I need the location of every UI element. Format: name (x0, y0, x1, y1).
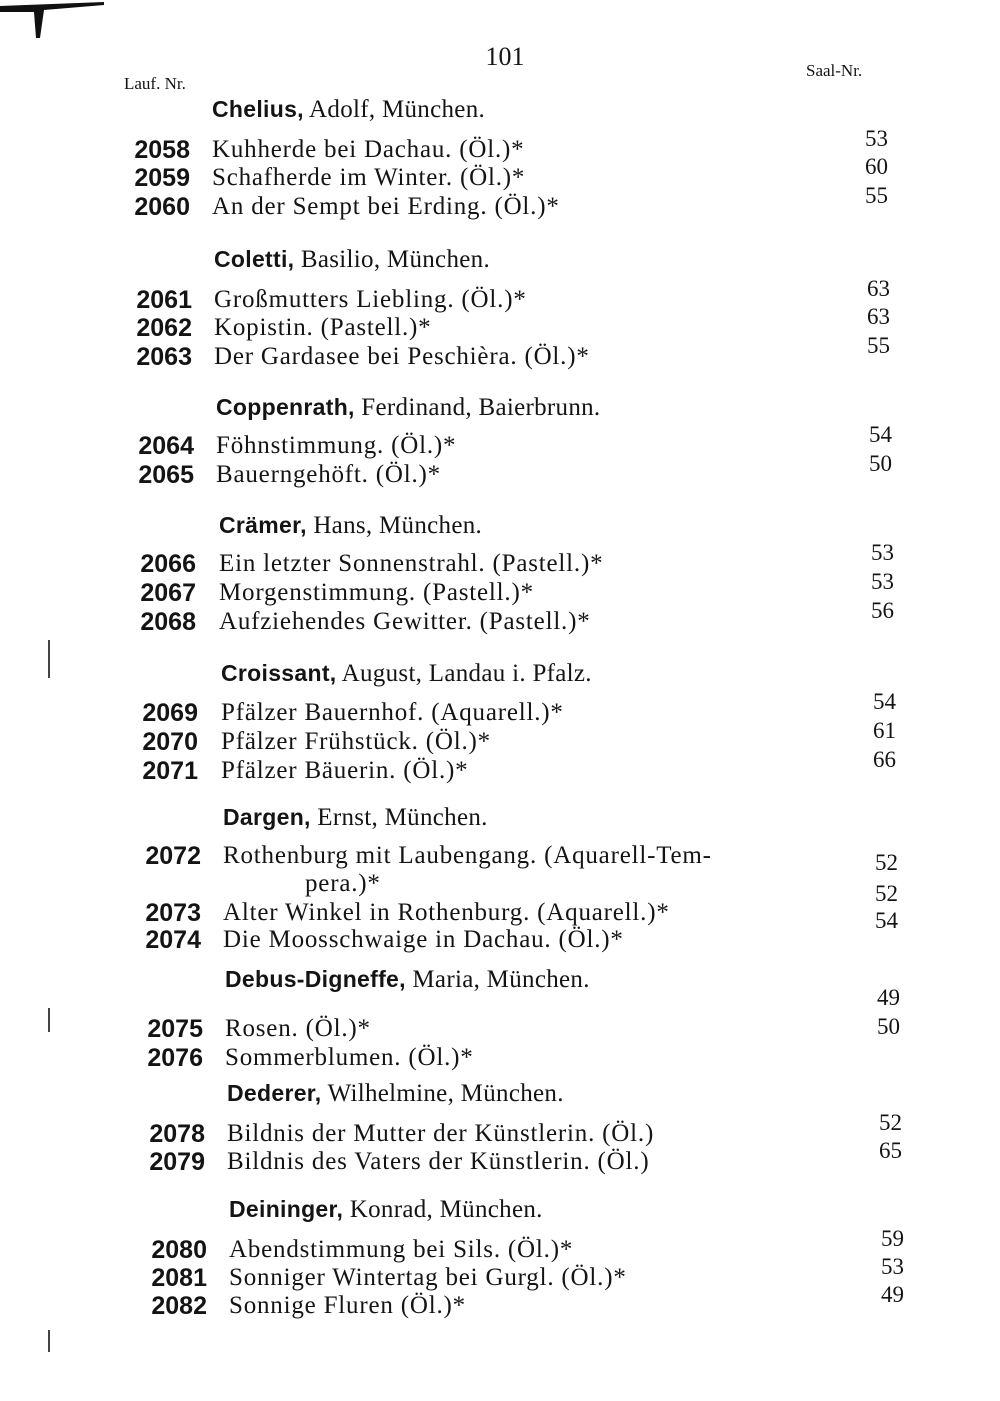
catalog-number: 2069 (142, 699, 198, 727)
catalog-number: 2058 (134, 136, 190, 164)
artist-last-name: Chelius, (212, 96, 304, 122)
page-number: 101 (485, 42, 525, 71)
catalog-number: 2078 (149, 1120, 205, 1148)
artist-last-name: Deininger, (229, 1196, 344, 1222)
artwork-title: Morgenstimmung. (Pastell.)* (219, 579, 534, 606)
artist-heading (219, 512, 482, 540)
room-number: 63 (867, 276, 890, 301)
margin-rule (48, 640, 50, 678)
artist-first-name-city: Ferdinand, Baierbrunn. (354, 394, 601, 421)
artwork-title: Bauerngehöft. (Öl.)* (216, 461, 441, 488)
column-header-lauf-nr: Lauf. Nr. (124, 74, 186, 93)
artist-heading (212, 96, 485, 124)
room-number: 54 (875, 908, 898, 933)
artwork-title: Bildnis des Vaters der Künstlerin. (Öl.) (227, 1148, 650, 1175)
corner-mark-graphic (0, 0, 110, 40)
artwork-title: An der Sempt bei Erding. (Öl.)* (212, 193, 560, 220)
artist-first-name-city: Basilio, München. (294, 246, 491, 273)
catalog-number: 2068 (140, 608, 196, 636)
artwork-title: Großmutters Liebling. (Öl.)* (214, 286, 527, 313)
artwork-title: Sonnige Fluren (Öl.)* (229, 1292, 466, 1319)
catalog-number: 2074 (145, 926, 201, 954)
room-number: 50 (877, 1014, 900, 1039)
catalog-number: 2067 (140, 579, 196, 607)
room-number: 52 (875, 850, 898, 875)
artist-last-name: Crämer, (219, 512, 307, 538)
margin-rule (48, 1330, 50, 1352)
room-number: 50 (869, 451, 892, 476)
catalog-number: 2076 (147, 1044, 203, 1072)
catalog-number: 2060 (134, 193, 190, 221)
catalog-number: 2063 (136, 343, 192, 371)
catalog-number: 2082 (151, 1292, 207, 1320)
artwork-title: Kopistin. (Pastell.)* (214, 314, 432, 341)
room-number: 53 (871, 540, 894, 565)
room-number: 53 (865, 126, 888, 151)
artist-first-name-city: August, Landau i. Pfalz. (336, 660, 592, 687)
catalog-number: 2079 (149, 1148, 205, 1176)
artwork-title: Rosen. (Öl.)* (225, 1015, 371, 1042)
room-number: 53 (881, 1254, 904, 1279)
artwork-title: Alter Winkel in Rothenburg. (Aquarell.)* (223, 899, 670, 926)
room-number: 54 (873, 689, 896, 714)
artist-last-name: Croissant, (221, 660, 337, 686)
room-number: 54 (869, 422, 892, 447)
catalog-number: 2059 (134, 164, 190, 192)
room-number: 49 (881, 1282, 904, 1307)
room-number: 49 (877, 985, 900, 1010)
artist-first-name-city: Ernst, München. (310, 804, 488, 831)
artwork-title: Schafherde im Winter. (Öl.)* (212, 164, 526, 191)
artist-heading (225, 966, 590, 994)
artist-first-name-city: Adolf, München. (303, 96, 486, 123)
artist-first-name-city: Konrad, München. (343, 1196, 543, 1223)
artist-heading (223, 804, 488, 832)
catalog-number: 2064 (138, 432, 194, 460)
artist-first-name-city: Hans, München. (306, 512, 483, 539)
catalog-number: 2072 (145, 842, 201, 870)
artwork-title: Pfälzer Bauernhof. (Aquarell.)* (221, 699, 564, 726)
room-number: 65 (879, 1138, 902, 1163)
artwork-title: Sonniger Wintertag bei Gurgl. (Öl.)* (229, 1264, 627, 1291)
catalog-number: 2081 (151, 1264, 207, 1292)
artist-heading (227, 1080, 564, 1108)
artwork-title: Rothenburg mit Laubengang. (Aquarell-Tem- (223, 842, 712, 869)
margin-rule (48, 1008, 50, 1032)
artist-heading (216, 394, 600, 422)
artwork-title: Föhnstimmung. (Öl.)* (216, 432, 457, 459)
catalog-number: 2080 (151, 1236, 207, 1264)
artwork-title: pera.)* (305, 870, 381, 897)
artist-last-name: Debus-Digneffe, (225, 966, 406, 992)
artist-heading (221, 660, 592, 688)
room-number: 55 (865, 183, 888, 208)
catalog-number: 2062 (136, 314, 192, 342)
artwork-title: Bildnis der Mutter der Künstlerin. (Öl.) (227, 1120, 655, 1147)
catalog-number: 2070 (142, 728, 198, 756)
catalog-number: 2073 (145, 899, 201, 927)
artwork-title: Der Gardasee bei Peschièra. (Öl.)* (214, 343, 590, 370)
room-number: 52 (879, 1110, 902, 1135)
room-number: 61 (873, 718, 896, 743)
artist-last-name: Coletti, (214, 246, 295, 272)
artwork-title: Pfälzer Bäuerin. (Öl.)* (221, 757, 469, 784)
artwork-title: Abendstimmung bei Sils. (Öl.)* (229, 1236, 574, 1263)
artist-last-name: Dederer, (227, 1080, 322, 1106)
artist-heading (229, 1196, 543, 1224)
room-number: 66 (873, 747, 896, 772)
artwork-title: Die Moosschwaige in Dachau. (Öl.)* (223, 926, 624, 953)
catalog-number: 2071 (142, 757, 198, 785)
artist-last-name: Dargen, (223, 804, 311, 830)
column-header-saal-nr: Saal-Nr. (806, 61, 863, 80)
catalog-number: 2075 (147, 1015, 203, 1043)
room-number: 59 (881, 1226, 904, 1251)
artist-heading (214, 246, 490, 274)
catalog-number: 2061 (136, 286, 192, 314)
artwork-title: Sommerblumen. (Öl.)* (225, 1044, 474, 1071)
room-number: 52 (875, 881, 898, 906)
room-number: 53 (871, 569, 894, 594)
artwork-title: Pfälzer Frühstück. (Öl.)* (221, 728, 491, 755)
room-number: 60 (865, 154, 888, 179)
artist-first-name-city: Wilhelmine, München. (321, 1080, 564, 1107)
artwork-title: Ein letzter Sonnenstrahl. (Pastell.)* (219, 550, 604, 577)
room-number: 55 (867, 333, 890, 358)
artwork-title: Aufziehendes Gewitter. (Pastell.)* (219, 608, 591, 635)
artwork-title: Kuhherde bei Dachau. (Öl.)* (212, 136, 525, 163)
catalog-number: 2066 (140, 550, 196, 578)
artist-first-name-city: Maria, München. (405, 966, 590, 993)
catalog-number: 2065 (138, 461, 194, 489)
room-number: 56 (871, 598, 894, 623)
room-number: 63 (867, 304, 890, 329)
artist-last-name: Coppenrath, (216, 394, 355, 420)
